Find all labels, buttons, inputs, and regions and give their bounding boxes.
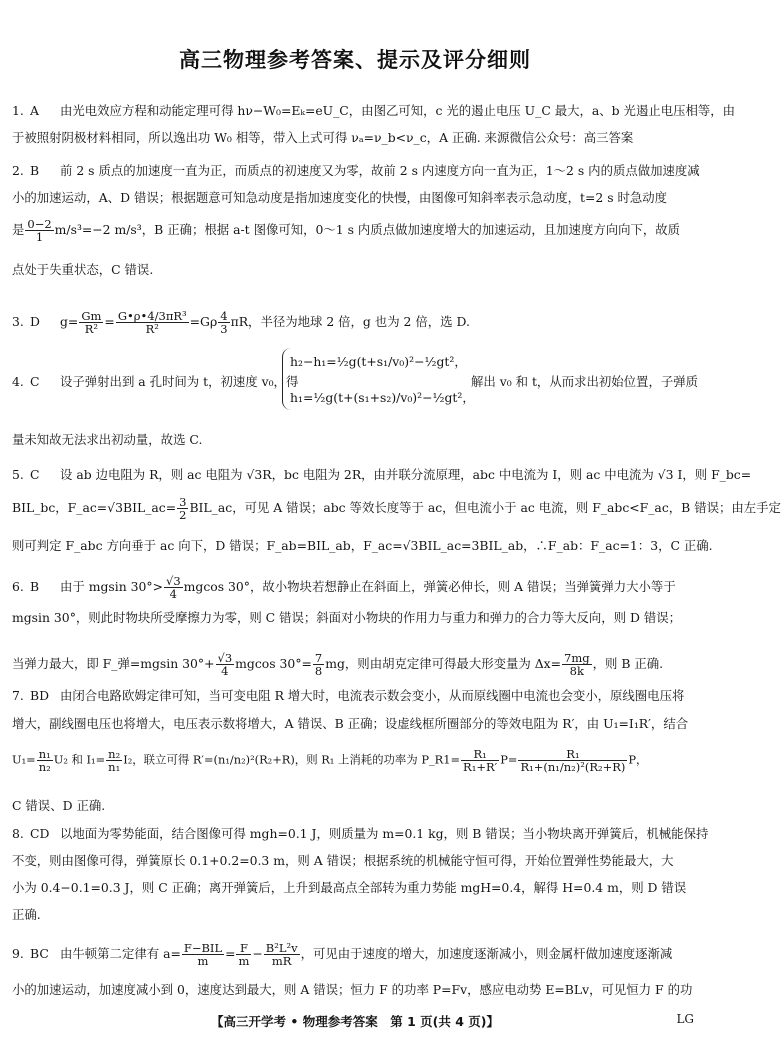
q9-frac-3-den: mR <box>271 954 292 968</box>
q7-frac-4-den: R₁+(n₁/n₂)²(R₂+R) <box>520 760 626 774</box>
q3-frac-1-den: R² <box>84 322 99 336</box>
q5-text-1: 设 ab 边电阻为 R，则 ac 电阻为 √3R，bc 电阻为 2R，由并联分流原理，abc 中电流为 I，则 ac 中电流为 √3 I，则 F_bc= <box>60 467 752 482</box>
q3-answer: D <box>30 314 40 329</box>
q8-line-2: 不变，则由图像可得，弹簧原长 0.1+0.2=0.3 m，则 A 错误；根据系统的机械能守恒可得，开始位置弹性势能最大，大 <box>12 853 674 868</box>
q9-frac-2-den: m <box>238 954 250 968</box>
q3-pre: g= <box>60 314 79 329</box>
q4-number: 4. <box>12 374 24 389</box>
q7-frac-4 <box>518 748 627 773</box>
q4-equation-system <box>282 348 475 414</box>
q4-equation-2: h₁=½g(t+(s₁+s₂)/v₀)²−½gt²， <box>290 390 475 405</box>
q7-text-1: 由闭合电路欧姆定律可知，当可变电阻 R 增大时，电流表示数会变小，从而原线圈中电流也会变小，原线圈电压将 <box>60 688 685 703</box>
q6-frac-2-den: 4 <box>221 664 229 678</box>
q7-frac-3-den: R₁+R′ <box>463 760 498 774</box>
q3-frac-2-den: R² <box>145 322 159 336</box>
q6-frac-4-den: 8k <box>569 664 584 678</box>
q3-frac-3-den: 3 <box>220 322 228 336</box>
q6-frac-3-den: 8 <box>314 664 323 678</box>
q2-line-3 <box>12 218 680 243</box>
q6-frac-1-den: 4 <box>169 587 177 601</box>
q6-line-3 <box>12 652 663 677</box>
q2-text-3b: m/s³=−2 m/s³，B 正确；根据 a-t 图像可知，0～1 s 内质点做加速度增大的加速运动，且加速度方向向下，故质 <box>54 222 681 237</box>
q6-answer: B <box>30 579 40 594</box>
q1-answer: A <box>30 103 39 118</box>
q9-text-1b: = <box>225 946 236 961</box>
q7-text-3c: I₂，联立可得 R′=(n₁/n₂)²(R₂+R)，则 R₁ 上消耗的功率为 P_R1= <box>123 752 461 767</box>
q1-line-1 <box>12 103 735 119</box>
q2-frac-den: 1 <box>35 230 44 244</box>
q7-frac-1 <box>37 748 53 773</box>
q6-frac-1-num: √3 <box>166 574 181 588</box>
q4-pre: 设子弹射出到 a 孔时间为 t，初速度 v₀，得 <box>60 374 299 389</box>
q8-answer: CD <box>30 826 50 841</box>
q9-frac-3-num: B²L²v <box>265 941 298 955</box>
q1-line-2: 于被照射阴极材料相同，所以逸出功 W₀ 相等，带入上式可得 νₐ=ν_b<ν_c，A 正确. 来源微信公众号：高三答案 <box>12 130 634 145</box>
q4-equation-1: h₂−h₁=½g(t+s₁/v₀)²−½gt²， <box>290 354 467 369</box>
q9-line-1 <box>12 942 672 967</box>
q2-line-2: 小的加速运动，A、D 错误；根据题意可知急动度是指加速度变化的快慢，由图像可知斜率表示急动度，t=2 s 时急动度 <box>12 190 668 205</box>
q3-frac-1-num: Gm <box>81 309 102 323</box>
q6-text-3a: 当弹力最大，即 F_弹=mgsin 30°+ <box>12 656 215 671</box>
q5-number: 5. <box>12 467 24 482</box>
q9-frac-2 <box>236 942 251 967</box>
q5-line-1 <box>12 467 751 483</box>
q7-line-4: C 错误、D 正确. <box>12 798 106 813</box>
q6-text-1a: 由于 mgsin 30°> <box>60 579 163 594</box>
q6-frac-4 <box>562 652 592 677</box>
q9-number: 9. <box>12 946 24 961</box>
q7-frac-4-num: R₁ <box>518 748 627 761</box>
q8-line-3: 小为 0.4−0.1=0.3 J，则 C 正确；离开弹簧后，上升到最高点全部转为重力势能 mgH=0.4，解得 H=0.4 m，则 D 错误 <box>12 880 687 895</box>
q7-frac-2 <box>106 748 122 773</box>
q7-frac-2-num: n₂ <box>108 747 121 761</box>
q5-fraction <box>177 496 188 521</box>
q7-text-3d: P= <box>500 752 518 767</box>
q3-mid: =Gρ <box>189 314 218 329</box>
q7-line-2: 增大，副线圈电压也将增大，电压表示数将增大，A 错误、B 正确；设虚线框所圈部分的等效电阻为 R′，由 U₁=I₁R′，结合 <box>12 716 689 731</box>
q8-line-4: 正确. <box>12 907 41 922</box>
q9-answer: BC <box>30 946 49 961</box>
q2-line-1 <box>12 163 700 179</box>
q2-fraction <box>25 218 53 243</box>
q3-frac-2 <box>116 310 189 335</box>
q9-text-1a: 由牛顿第二定律有 a= <box>60 946 181 961</box>
q7-number: 7. <box>12 688 24 703</box>
q9-line-2: 小的加速运动，加速度减小到 0，速度达到最大，则 A 错误；恒力 F 的功率 P=Fv，感应电动势 E=BLv，可见恒力 F 的功 <box>12 982 693 997</box>
q4-post: 解出 v₀ 和 t，从而求出初始位置，子弹质 <box>471 374 699 389</box>
q5-text-2b: BIL_ac，可见 A 错误；abc 等效长度等于 ac，但电流小于 ac 电流，则 F_abc<F_ac，B 错误；由左手定 <box>189 500 781 515</box>
q6-line-2: mgsin 30°，则此时物块所受摩擦力为零，则 C 错误；斜面对小物块的作用力与重力和弹力的合力等大反向，则 D 错误； <box>12 610 682 625</box>
q4-line-1 <box>12 374 298 390</box>
q2-text-1: 前 2 s 质点的加速度一直为正，而质点的初速度又为零，故前 2 s 内速度方向一直为正，1～2 s 内的质点做加速度减 <box>60 163 700 178</box>
q3-frac-3 <box>218 310 229 335</box>
q2-number: 2. <box>12 163 24 178</box>
q7-frac-3 <box>461 748 499 773</box>
q6-frac-2 <box>216 652 235 677</box>
q9-frac-1-den: m <box>197 954 209 968</box>
page-title: 高三物理参考答案、提示及评分细则 <box>179 48 531 72</box>
q7-answer: BD <box>30 688 50 703</box>
q8-number: 8. <box>12 826 24 841</box>
q3-number: 3. <box>12 314 24 329</box>
q6-text-3e: ，则 B 正确. <box>592 656 664 671</box>
q7-frac-3-num: R₁ <box>461 748 499 761</box>
q9-frac-3 <box>264 942 300 967</box>
q5-frac-den: 2 <box>179 508 187 522</box>
footer-code: LG <box>676 1012 694 1026</box>
q6-frac-1 <box>164 575 183 600</box>
q1-text-1: 由光电效应方程和动能定理可得 hν−W₀=Eₖ=eU_C，由图乙可知，c 光的遏止电压 U_C 最大，a、b 光遏止电压相等，由 <box>60 103 736 118</box>
q6-frac-2-num: √3 <box>217 651 233 665</box>
q8-line-1 <box>12 826 708 842</box>
q2-answer: B <box>30 163 40 178</box>
q9-frac-2-num: F <box>236 942 251 955</box>
q3-post: πR，半径为地球 2 倍，g 也为 2 倍，选 D. <box>230 314 470 329</box>
q5-frac-num: 3 <box>179 495 187 509</box>
page-footer: 【高三开学考 • 物理参考答案 第 1 页(共 4 页)】 <box>211 1014 499 1029</box>
q3-eq: = <box>104 314 115 329</box>
q7-frac-2-den: n₁ <box>108 760 121 774</box>
q7-text-3a: U₁= <box>12 752 36 767</box>
q9-text-1c: − <box>252 946 263 961</box>
q2-text-3a: 是 <box>12 222 25 237</box>
q5-text-2a: BIL_bc，F_ac=√3BIL_ac= <box>12 500 177 515</box>
q6-line-1 <box>12 575 676 600</box>
q5-answer: C <box>30 467 40 482</box>
q6-number: 6. <box>12 579 24 594</box>
q6-frac-3 <box>313 652 324 677</box>
q9-text-1d: ，可见由于速度的增大，加速度逐渐减小，则金属杆做加速度逐渐减 <box>300 946 673 961</box>
q4-line-2: 量未知故无法求出初动量，故选 C. <box>12 432 203 447</box>
q3-frac-2-num: G•ρ•4/3πR³ <box>117 309 187 323</box>
q8-text-1: 以地面为零势能面，结合图像可得 mgh=0.1 J，则质量为 m=0.1 kg，则 B 错误；当小物块离开弹簧后，机械能保持 <box>60 826 709 841</box>
q7-frac-1-num: n₁ <box>38 747 51 761</box>
q6-text-3c: mg，则由胡克定律可得最大形变量为 Δx= <box>325 656 562 671</box>
q7-text-3b: U₂ 和 I₁= <box>53 752 106 767</box>
q3-line-1 <box>12 310 470 335</box>
q2-frac-num: 0−2 <box>27 217 52 231</box>
q4-answer: C <box>30 374 40 389</box>
q7-line-1 <box>12 688 684 704</box>
q6-frac-4-num: 7mg <box>564 651 590 665</box>
q2-line-4: 点处于失重状态，C 错误. <box>12 262 154 277</box>
q5-line-2 <box>12 496 781 521</box>
q7-frac-1-den: n₂ <box>38 760 51 774</box>
q3-frac-1 <box>79 310 103 335</box>
q9-frac-1 <box>182 942 224 967</box>
q7-text-3e: P， <box>628 752 648 767</box>
q6-text-1b: mgcos 30°，故小物块若想静止在斜面上，弹簧必伸长，则 A 错误；当弹簧弹力大小等于 <box>183 579 676 594</box>
q6-frac-3-num: 7 <box>314 651 323 665</box>
q5-line-3: 则可判定 F_abc 方向垂于 ac 向下，D 错误；F_ab=BIL_ab，F_ac=√3BIL_ac=3BIL_ab，∴F_ab：F_ac=1：3，C 正确. <box>12 538 713 553</box>
q9-frac-1-num: F−BIL <box>183 941 223 955</box>
q1-number: 1. <box>12 103 24 118</box>
q7-line-3 <box>12 748 647 773</box>
q3-frac-3-num: 4 <box>220 309 228 323</box>
q6-text-3b: mgcos 30°= <box>235 656 312 671</box>
